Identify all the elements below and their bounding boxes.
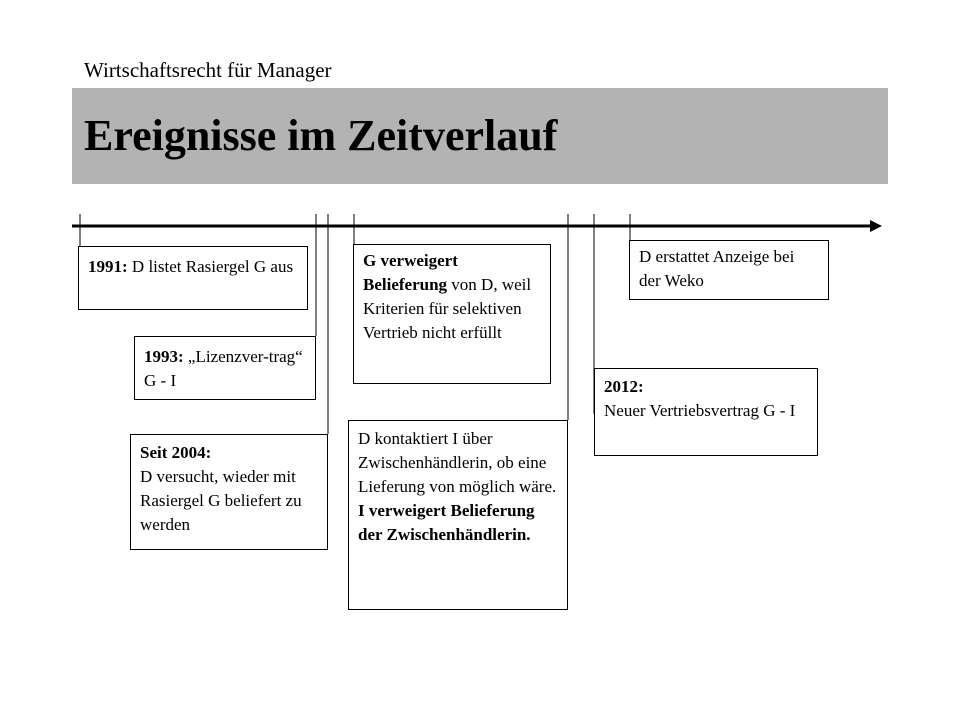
- event-g-refusal-text: von D, weil Kriterien für selektiven Vertrieb nicht erfüllt: [363, 275, 532, 342]
- event-2004-year: Seit 2004:: [140, 443, 212, 462]
- course-subtitle: Wirtschaftsrecht für Manager: [84, 58, 332, 82]
- event-2004: [130, 434, 328, 550]
- event-1991: [78, 246, 308, 310]
- event-contact-text: D kontaktiert I über Zwischenhändlerin, ob eine Lieferung von möglich wäre.: [358, 429, 557, 496]
- event-g-refusal-bold: G verweigert Belieferung: [363, 251, 458, 294]
- event-weko-complaint: [629, 240, 829, 300]
- timeline-arrowhead: [870, 220, 882, 232]
- event-1991-year: 1991:: [88, 257, 128, 276]
- event-1993: [134, 336, 316, 400]
- event-intermediary-contact: [348, 420, 568, 610]
- slide-title: Ereignisse im Zeitverlauf: [84, 111, 558, 160]
- event-1993-year: 1993:: [144, 347, 184, 366]
- event-1991-text: D listet Rasiergel G aus: [127, 257, 294, 276]
- event-g-refusal: [353, 244, 551, 384]
- event-2004-text: D versucht, wieder mit Rasiergel G beliefert zu werden: [140, 467, 302, 534]
- event-1993-text: „Lizenzver-trag“ G - I: [144, 347, 303, 390]
- event-contact-bold: I verweigert Belieferung der Zwischenhändlerin.: [358, 501, 535, 544]
- event-2012-year: 2012:: [604, 377, 644, 396]
- event-2012-text: Neuer Vertriebsvertrag G - I: [604, 401, 796, 420]
- event-weko-text: D erstattet Anzeige bei der Weko: [639, 247, 795, 290]
- event-2012: [594, 368, 818, 456]
